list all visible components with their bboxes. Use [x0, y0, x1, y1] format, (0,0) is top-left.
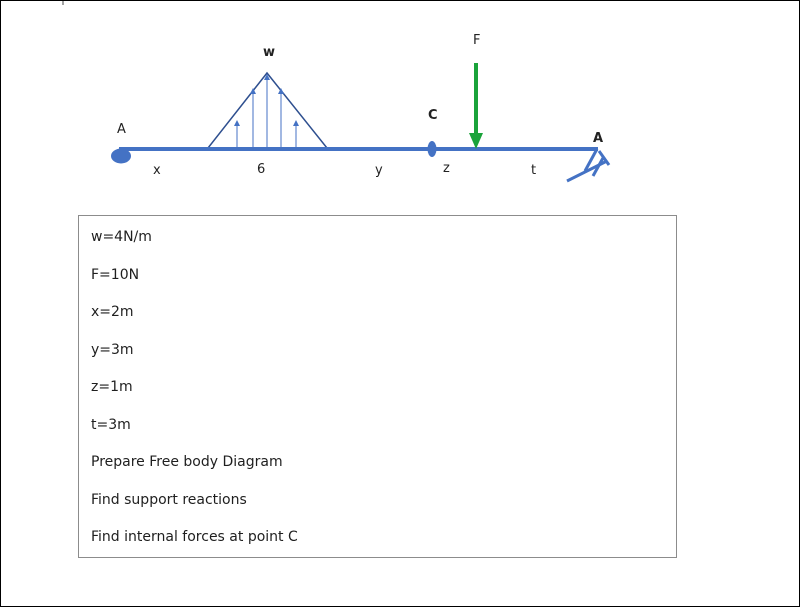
- label-dim-t: t: [531, 163, 537, 178]
- label-left-support: A: [117, 122, 126, 137]
- given-list: [79, 216, 676, 566]
- label-dim-y: y: [375, 163, 383, 178]
- task-free-body-diagram: Prepare Free body Diagram: [91, 454, 283, 470]
- left-support: [111, 149, 131, 164]
- fixed-support-icon: [567, 149, 609, 181]
- task-support-reactions: Find support reactions: [91, 491, 247, 508]
- force-arrow: [469, 63, 483, 149]
- label-force: F: [473, 33, 481, 48]
- given-x: x=2m: [91, 304, 134, 320]
- label-right-support: A: [593, 131, 604, 146]
- given-w: w=4N/m: [91, 229, 152, 245]
- label-distributed-load: w: [263, 45, 276, 60]
- label-dim-z: z: [443, 161, 450, 176]
- given-f: F=10N: [91, 266, 140, 283]
- distributed-load: [208, 73, 327, 148]
- given-t: t=3m: [91, 416, 131, 433]
- hinge-c: [428, 141, 437, 157]
- given-z: z=1m: [91, 379, 133, 395]
- label-dim-load: 6: [257, 162, 266, 177]
- label-point-c: C: [428, 108, 438, 123]
- given-y: y=3m: [91, 341, 134, 358]
- task-internal-forces: Find internal forces at point C: [91, 529, 298, 545]
- beam-diagram: [1, 1, 800, 206]
- label-dim-x: x: [153, 163, 161, 178]
- given-data-box: [78, 215, 677, 558]
